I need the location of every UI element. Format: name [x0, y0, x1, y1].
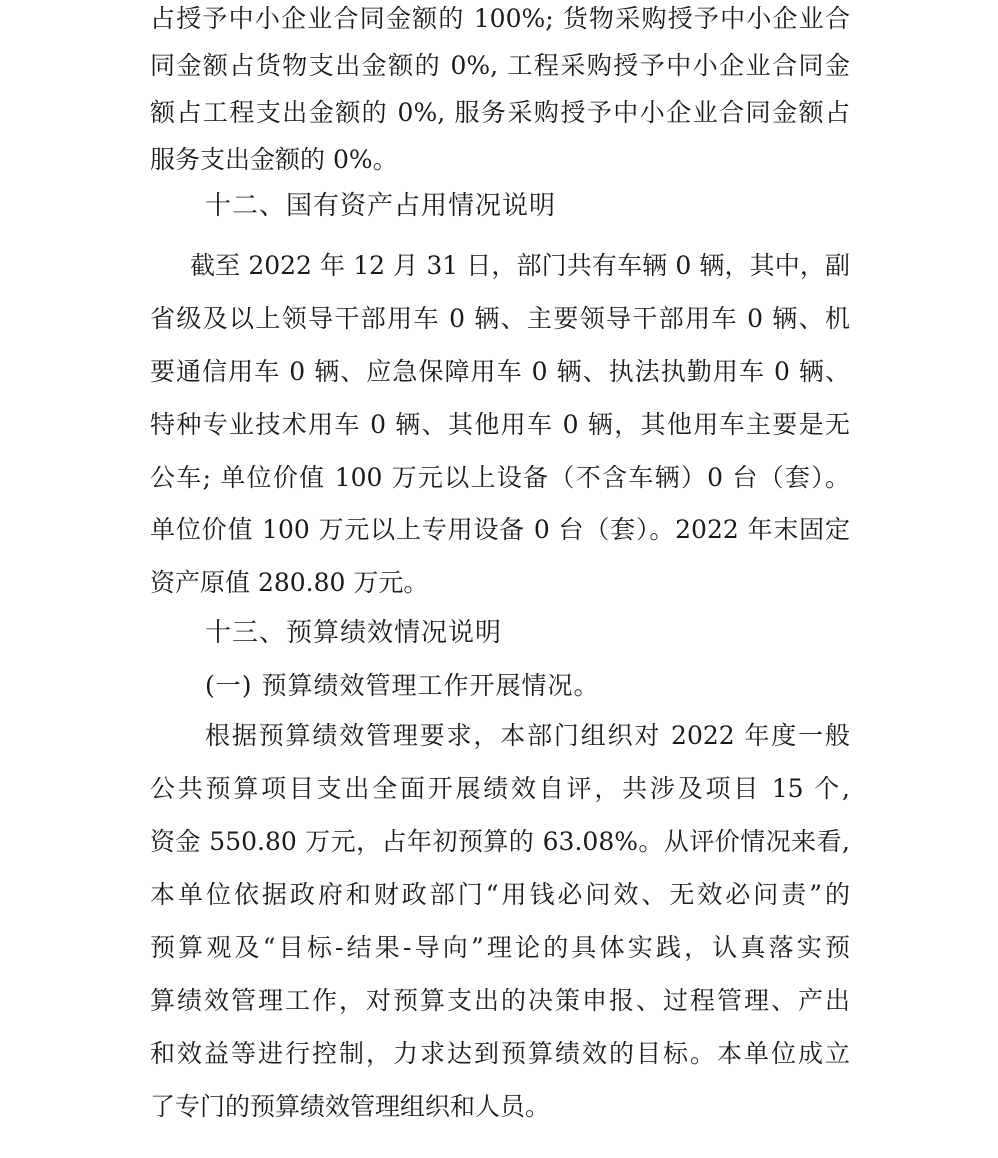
- paragraph-line: 资产原值 280.80 万元。: [150, 568, 429, 597]
- section-heading-12: 十二、国有资产占用情况说明: [205, 191, 557, 221]
- paragraph-line: 同金额占货物支出金额的 0%, 工程采购授予中小企业合同金: [150, 51, 850, 80]
- paragraph-line: 要通信用车 0 辆、应急保障用车 0 辆、执法执勤用车 0 辆、: [150, 357, 850, 386]
- paragraph-line: 占授予中小企业合同金额的 100%; 货物采购授予中小企业合: [150, 4, 850, 33]
- paragraph-line: 资金 550.80 万元，占年初预算的 63.08%。从评价情况来看,: [150, 827, 850, 856]
- section-heading-13: 十三、预算绩效情况说明: [205, 618, 503, 648]
- paragraph-line: 和效益等进行控制，力求达到预算绩效的目标。本单位成立: [150, 1039, 850, 1068]
- paragraph-line: 算绩效管理工作，对预算支出的决策申报、过程管理、产出: [150, 986, 850, 1015]
- paragraph-line: 公共预算项目支出全面开展绩效自评，共涉及项目 15 个,: [150, 774, 850, 803]
- paragraph-line: 额占工程支出金额的 0%, 服务采购授予中小企业合同金额占: [150, 98, 850, 127]
- paragraph-line: 截至 2022 年 12 月 31 日，部门共有车辆 0 辆，其中，副: [190, 251, 850, 280]
- paragraph-line: 公车; 单位价值 100 万元以上设备（不含车辆）0 台（套）。: [150, 463, 850, 492]
- paragraph-line: 服务支出金额的 0%。: [150, 145, 398, 174]
- paragraph-line: 省级及以上领导干部用车 0 辆、主要领导干部用车 0 辆、机: [150, 304, 850, 333]
- paragraph-line: 单位价值 100 万元以上专用设备 0 台（套）。2022 年末固定: [150, 515, 850, 544]
- paragraph-line: 根据预算绩效管理要求，本部门组织对 2022 年度一般: [205, 721, 850, 750]
- paragraph-line: 预算观及“目标-结果-导向”理论的具体实践，认真落实预: [150, 933, 850, 962]
- paragraph-line: 特种专业技术用车 0 辆、其他用车 0 辆，其他用车主要是无: [150, 410, 850, 439]
- subsection-heading: (一) 预算绩效管理工作开展情况。: [205, 671, 600, 700]
- paragraph-line: 本单位依据政府和财政部门“用钱必问效、无效必问责”的: [150, 880, 850, 909]
- paragraph-line: 了专门的预算绩效管理组织和人员。: [150, 1092, 551, 1121]
